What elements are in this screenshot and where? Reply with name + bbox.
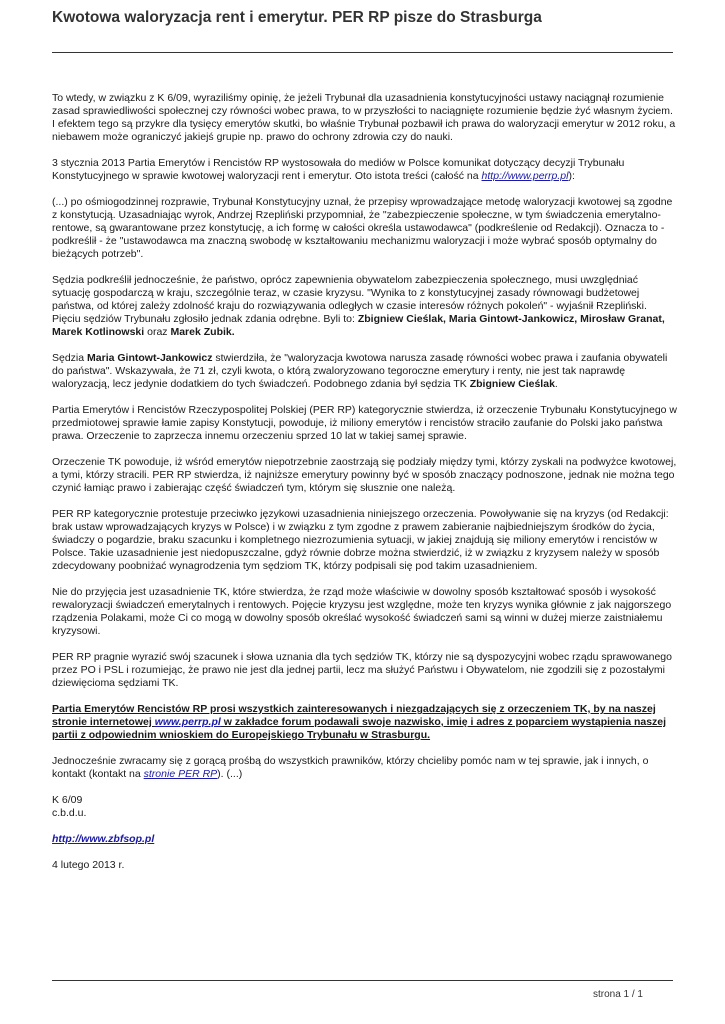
article-body [52,92,678,885]
source [52,833,678,846]
paragraph: Partia Emerytów i Rencistów Rzeczypospolitej Polskiej (PER RP) kategorycznie stwierdza, iż orzeczenie Trybunału Konstytucyjnego w przedmiotowej sprawie łamie zapisy Konstytucji, powoduje, iż miliony emerytów i rencistów straciło zaufanie do Polski jako państwa prawa. Orzeczenie to zaprzecza innemu orzeczeniu sprzed 10 lat w takiej samej sprawie. [52,404,678,442]
paragraph: Orzeczenie TK powoduje, iż wśród emerytów niepotrzebnie zaostrzają się podziały między tymi, którzy zyskali na podwyżce kwotowej, a tymi, którzy stracili. PER RP stwierdza, iż najniższe emerytury powinny być w sposób znaczący podnoszone, jednak nie można tego czynić łamiąc prawo i zabierając część świadczeń tym, którym się słusznie one należą. [52,456,677,494]
paragraph: To wtedy, w związku z K 6/09, wyraziliśmy opinię, że jeżeli Trybunał dla uzasadnienia konstytucyjności ustawy naciągnął rozumienie zasad sprawiedliwości społecznej czy równości wobec prawa, to w przyszłości to naciągnięte rozumienie będzie żyć własnym życiem. I efektem tego są przykre dla tysięcy emerytów skutki, bo właśnie Trybunał pozbawił ich prawa do waloryzacji emerytur w 2012 roku, a niebawem może ograniczyć jakiejś grupie np. prawo do ochrony zdrowia czy do nauki. [52,92,676,143]
paragraph: PER RP kategorycznie protestuje przeciwko językowi uzasadnienia niniejszego orzeczenia. Powoływanie się na kryzys (od Redakcji: brak ustaw wprowadzających kryzys w Polsce) i w związku z tym zgodne z prawem zabieranie najbiedniejszym środków do życia, świadczy o pogardzie, braku szacunku i kompletnego niezrozumienia sytuacji, w jakiej znajdują się miliony emerytów i rencistów w Polsce. Takie uzasadnienie jest niedopuszczalne, gdyż równie dobrze można stwierdzić, iż w związku z kryzysem należy w sposób zdecydowany poobniżać wynagrodzenia tym sędziom TK, którzy podpisali się pod takim uzasadnieniem. [52,508,669,572]
paragraph: Sędzia Maria Gintowt-Jankowicz stwierdziła, że "waloryzacja kwotowa narusza zasadę równości wobec prawa i zaufania obywateli do państwa". Wskazywała, że 71 zł, czyli kwota, o którą zwaloryzowano tegoroczne emerytury i renty, nie jest tak naprawdę waloryzacją, lecz jedynie dodatkiem do tych świadczeń. Podobnego zdania był sędzia TK Zbigniew Cieślak. [52,352,668,390]
paragraph: PER RP pragnie wyrazić swój szacunek i słowa uznania dla tych sędziów TK, którzy nie są dyspozycyjni wobec rządu sprawowanego przez PO i PSL i rozumiejąc, że prawo nie jest dla jednej partii, lecz ma służyć Państwu i Obywatelom, nie zgodzili się z pozostałymi dziewięcioma sędziami TK. [52,651,672,689]
appeal-paragraph: Partia Emerytów Rencistów RP prosi wszystkich zainteresowanych i niezgadzających się z orzeczeniem TK, by na naszej stronie internetowej www.perrp.pl w zakładce forum podawali swoje nazwisko, imię i adres z poparciem wystąpienia naszej partii z odpowiednim wnioskiem do Europejskiego Trybunału w Strasburgu. [52,703,667,741]
dissenting-judge-last: Marek Zubik. [170,326,235,338]
perrp-forum-link[interactable]: www.perrp.pl [154,716,221,728]
paragraph: Jednocześnie zwracamy się z gorącą prośbą do wszystkich prawników, którzy chcieliby pomóc nam w tej sprawie, jak i innych, o kontakt (kontakt na stronie PER RP). (...) [52,755,649,780]
signature: K 6/09 c.b.d.u. [52,794,87,819]
footer-divider [52,980,673,981]
contact-link[interactable]: stronie PER RP [143,768,218,780]
judge-name: Zbigniew Cieślak [469,378,555,390]
paragraph: (...) po ośmiogodzinnej rozprawie, Trybunał Konstytucyjny uznał, że przepisy wprowadzające metodę waloryzacji kwotowej są zgodne z konstytucją. Uzasadniając wyrok, Andrzej Rzepliński przypomniał, że "zabezpieczenie społeczne, w tym świadczenia emerytalno-rentowe, są gwarantowane przez konstytucję, a ich formę w całości określa ustawodawca" (podkreślenie od Redakcji). Oznacza to - podkreślił - że "ustawodawca ma znaczną swobodę w kształtowaniu mechanizmu waloryzacji i może wybrać sposób optymalny do bieżących potrzeb". [52,196,673,260]
page-number: strona 1 / 1 [592,989,643,1000]
date: 4 lutego 2013 r. [52,859,125,871]
title-divider [52,52,673,53]
paragraph: Sędzia podkreślił jednocześnie, że państwo, oprócz zapewnienia obywatelom zabezpieczenia społecznego, musi uwzględniać sytuację gospodarczą w kraju, szczególnie teraz, w czasie kryzysu. "Wynika to z konstytucyjnej zasady równowagi budżetowej państwa, od której zależy zdolność kraju do rozwiązywania odległych w czasie interesów różnych pokoleń" - wyjaśnił Rzepliński. Pięciu sędziów Trybunału zgłosiło jednak zdania odrębne. Byli to: Zbigniew Cieślak, Maria Gintowt-Jankowicz, Mirosław Granat, Marek Kotlinowski oraz Marek Zubik. [52,274,665,338]
judge-name: Maria Gintowt-Jankowicz [87,352,213,364]
paragraph: Nie do przyjęcia jest uzasadnienie TK, które stwierdza, że rząd może właściwie w dowolny sposób kształtować sposób i wysokość rewaloryzacji świadczeń emerytalnych i rentowych. Pojęcie kryzysu jest względne, może ten kryzys wynika głównie z jak najgorszego rządzenia Polakami, może Ci co mogą w dowolny sposób określać wysokość świadczeń sami są winni w dużej mierze zaistniałemu kryzysowi. [52,586,672,637]
source-link[interactable]: http://www.zbfsop.pl [52,833,155,845]
perrp-link[interactable]: http://www.perrp.pl [481,170,569,182]
page-title: Kwotowa waloryzacja rent i emerytur. PER RP pisze do Strasburga [52,9,542,26]
dissenting-judges: Zbigniew Cieślak, Maria Gintowt-Jankowicz, Mirosław Granat, Marek Kotlinowski [52,313,665,338]
paragraph: 3 stycznia 2013 Partia Emerytów i Rencistów RP wystosowała do mediów w Polsce komunikat dotyczący decyzji Trybunału Konstytucyjnego w sprawie kwotowej waloryzacji rent i emerytur. Oto istota treści (całość na http://www.perrp.pl): [52,157,625,182]
